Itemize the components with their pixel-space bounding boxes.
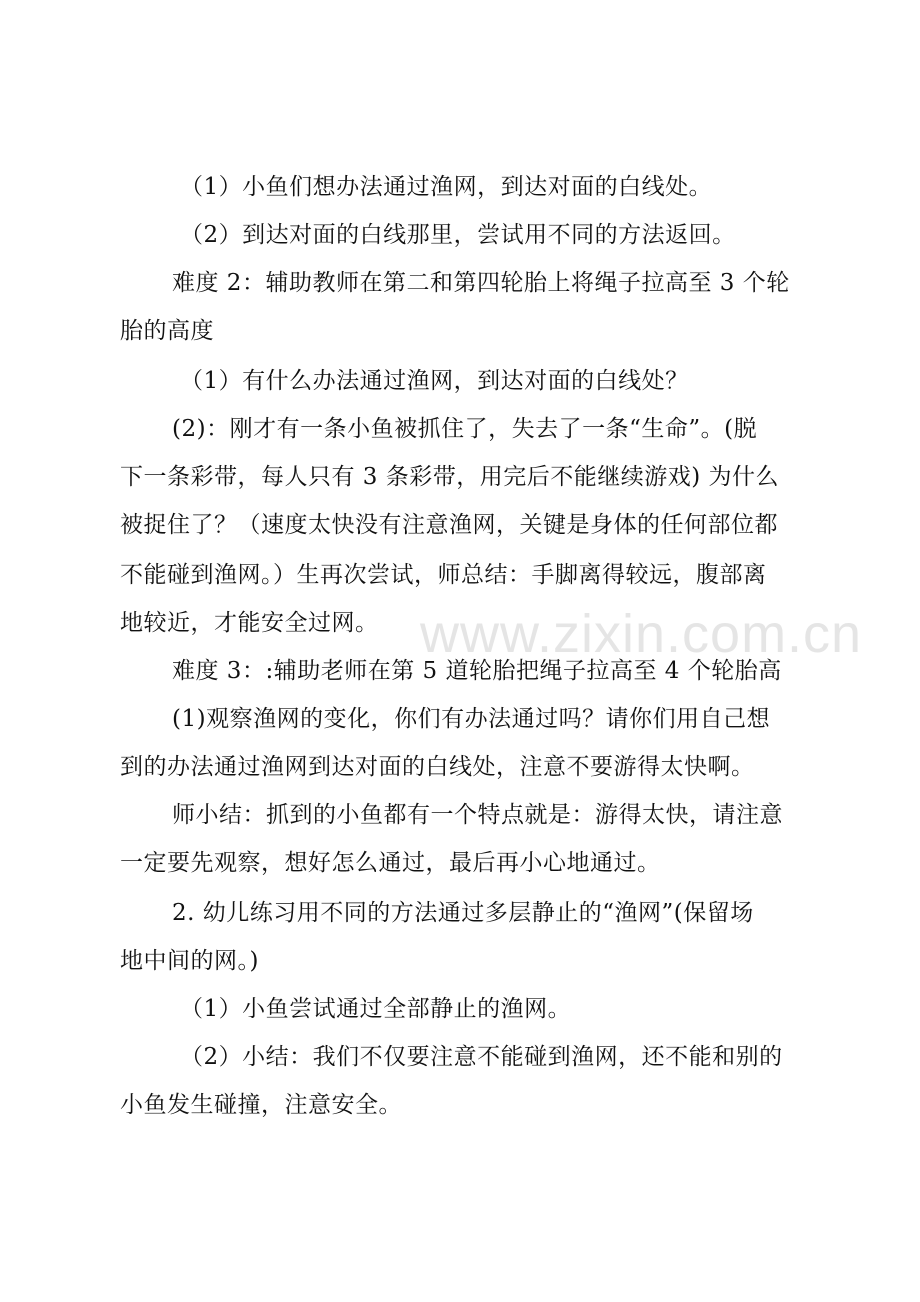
paragraph-line: 难度 2：辅助教师在第二和第四轮胎上将绳子拉高至 3 个轮 <box>172 270 790 296</box>
paragraph-line: 2. 幼儿练习用不同的方法通过多层静止的“渔网”(保留场 <box>172 900 754 926</box>
paragraph-line: （2）到达对面的白线那里，尝试用不同的方法返回。 <box>180 222 736 248</box>
paragraph-line: 地较近，才能安全过网。 <box>120 610 379 636</box>
paragraph-line: 师小结：抓到的小鱼都有一个特点就是：游得太快，请注意 <box>172 802 783 828</box>
paragraph-line: 不能碰到渔网。）生再次尝试，师总结：手脚离得较远，腹部离 <box>120 562 767 588</box>
paragraph-line: (2)：刚才有一条小鱼被抓住了，失去了一条“生命”。(脱 <box>172 416 758 442</box>
paragraph-line: 被捉住了？（速度太快没有注意渔网，关键是身体的任何部位都 <box>120 512 778 538</box>
paragraph-line: （1）小鱼尝试通过全部静止的渔网。 <box>180 996 572 1022</box>
paragraph-line: 一定要先观察，想好怎么通过，最后再小心地通过。 <box>120 850 661 876</box>
paragraph-line: （2）小结：我们不仅要注意不能碰到渔网，还不能和别的 <box>180 1044 783 1070</box>
paragraph-line: 小鱼发生碰撞，注意安全。 <box>120 1092 402 1118</box>
paragraph-line: 胎的高度 <box>120 318 214 344</box>
site-watermark: www.zixin.com.cn <box>420 604 863 664</box>
paragraph-line: 地中间的网。) <box>120 948 259 974</box>
paragraph-line: 到的办法通过渔网到达对面的白线处，注意不要游得太快啊。 <box>120 754 755 780</box>
paragraph-line: 下一条彩带，每人只有 3 条彩带，用完后不能继续游戏) 为什么 <box>120 464 780 490</box>
paragraph-line: (1)观察渔网的变化，你们有办法通过吗？请你们用自己想 <box>172 706 771 732</box>
paragraph-line: 难度 3：:辅助老师在第 5 道轮胎把绳子拉高至 4 个轮胎高 <box>172 658 782 684</box>
paragraph-line: （1）小鱼们想办法通过渔网，到达对面的白线处。 <box>180 174 713 200</box>
paragraph-line: （1）有什么办法通过渔网，到达对面的白线处？ <box>180 368 689 394</box>
